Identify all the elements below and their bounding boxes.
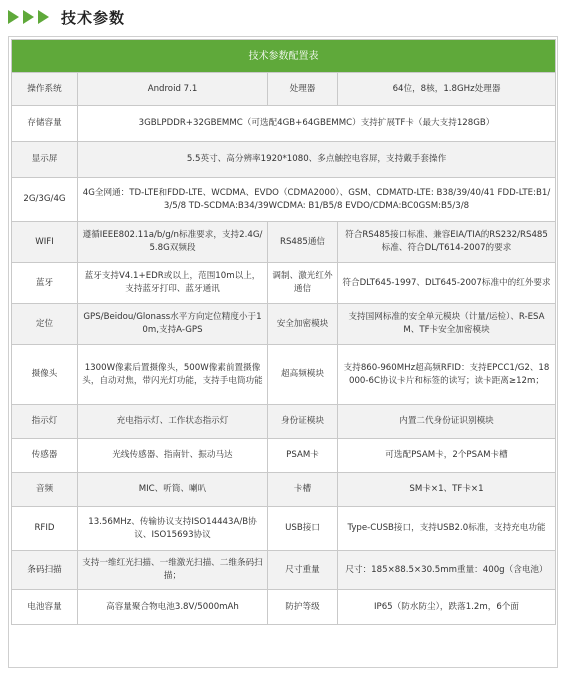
table-row [12,142,556,178]
row-label: 条码扫描 [12,551,78,590]
table-row [12,405,556,439]
table-row [12,304,556,345]
row-value: 4G全网通：TD-LTE和FDD-LTE、WCDMA、EVDO（CDMA2000）、GSM、CDMATD-LTE: B38/39/40/41 FDD-LTE:B1/3/5/8 TD-SCDMA:B34/39WCDMA: B1/B5/8 EVDO/CDMA:BC0GSM:B5/3/8 [78,178,556,222]
row-label: 显示屏 [12,142,78,178]
row-label: 蓝牙 [12,263,78,304]
spec-table [11,39,556,625]
row-value: Type-CUSB接口，支持USB2.0标准，支持充电功能 [338,507,556,551]
row-value: SM卡×1、TF卡×1 [338,473,556,507]
row-value: 遵循IEEE802.11a/b/g/n标准要求，支持2.4G/5.8G双频段 [78,222,268,263]
table-row [12,73,556,106]
section-header [8,4,125,30]
row-value: 符合DLT645-1997、DLT645-2007标准中的红外要求 [338,263,556,304]
row-value: Android 7.1 [78,73,268,106]
table-row [12,222,556,263]
row-label: 卡槽 [268,473,338,507]
row-value: IP65（防水防尘），跌落1.2m，6个面 [338,590,556,625]
arrow-icon [23,10,34,24]
page-title: 技术参数 [61,8,126,27]
row-label: USB接口 [268,507,338,551]
row-value: 13.56MHz、传输协议支持ISO14443A/B协议、ISO15693协议 [78,507,268,551]
table-title: 技术参数配置表 [12,40,556,73]
row-label: 指示灯 [12,405,78,439]
row-value: 5.5英寸、高分辨率1920*1080、多点触控电容屏，支持戴手套操作 [78,142,556,178]
table-row [12,439,556,473]
row-label: 2G/3G/4G [12,178,78,222]
row-label: 存储容量 [12,106,78,142]
row-label: 防护等级 [268,590,338,625]
table-row [12,178,556,222]
row-value: 支持一维红光扫描、一维激光扫描、二维条码扫描； [78,551,268,590]
row-value: MIC、听筒、喇叭 [78,473,268,507]
arrow-icon [8,10,19,24]
row-label: 定位 [12,304,78,345]
row-label: 传感器 [12,439,78,473]
row-value: 光线传感器、指南针、振动马达 [78,439,268,473]
row-label: 操作系统 [12,73,78,106]
row-value: 尺寸：185×88.5×30.5mm重量：400g（含电池） [338,551,556,590]
row-label: 音频 [12,473,78,507]
row-value: 可选配PSAM卡，2个PSAM卡槽 [338,439,556,473]
row-value: 蓝牙支持V4.1+EDR或以上，范围10m以上，支持蓝牙打印、蓝牙通讯 [78,263,268,304]
table-row [12,473,556,507]
row-value: 支持860-960MHz超高频RFID：支持EPCC1/G2、18000-6C协议卡片和标签的读写；读卡距离≥12m； [338,345,556,405]
row-label: 调制、激光红外通信 [268,263,338,304]
row-value: 符合RS485接口标准、兼容EIA/TIA的RS232/RS485标准、符合DL/T614-2007的要求 [338,222,556,263]
row-value: 高容量聚合物电池3.8V/5000mAh [78,590,268,625]
table-row [12,507,556,551]
table-row [12,345,556,405]
row-label: PSAM卡 [268,439,338,473]
row-label: 尺寸重量 [268,551,338,590]
arrow-icon [38,10,49,24]
table-header-row [12,40,556,73]
row-label: 处理器 [268,73,338,106]
row-label: 超高频模块 [268,345,338,405]
row-label: 身份证模块 [268,405,338,439]
row-value: 1300W像素后置摄像头，500W像素前置摄像头，自动对焦，带闪光灯功能，支持手电筒功能 [78,345,268,405]
row-value: 64位，8核，1.8GHz处理器 [338,73,556,106]
row-label: 安全加密模块 [268,304,338,345]
row-label: RS485通信 [268,222,338,263]
row-value: 支持国网标准的安全单元模块（计量/运检）、R-ESAM、TF卡安全加密模块 [338,304,556,345]
row-value: 内置二代身份证识别模块 [338,405,556,439]
table-row [12,106,556,142]
table-row [12,590,556,625]
table-row [12,263,556,304]
row-value: GPS/Beidou/Glonass水平方向定位精度小于10m,支持A-GPS [78,304,268,345]
row-label: RFID [12,507,78,551]
spec-table-frame [8,36,558,668]
row-value: 3GBLPDDR+32GBEMMC（可选配4GB+64GBEMMC）支持扩展TF卡（最大支持128GB） [78,106,556,142]
table-row [12,551,556,590]
row-value: 充电指示灯、工作状态指示灯 [78,405,268,439]
row-label: 摄像头 [12,345,78,405]
row-label: WIFI [12,222,78,263]
row-label: 电池容量 [12,590,78,625]
